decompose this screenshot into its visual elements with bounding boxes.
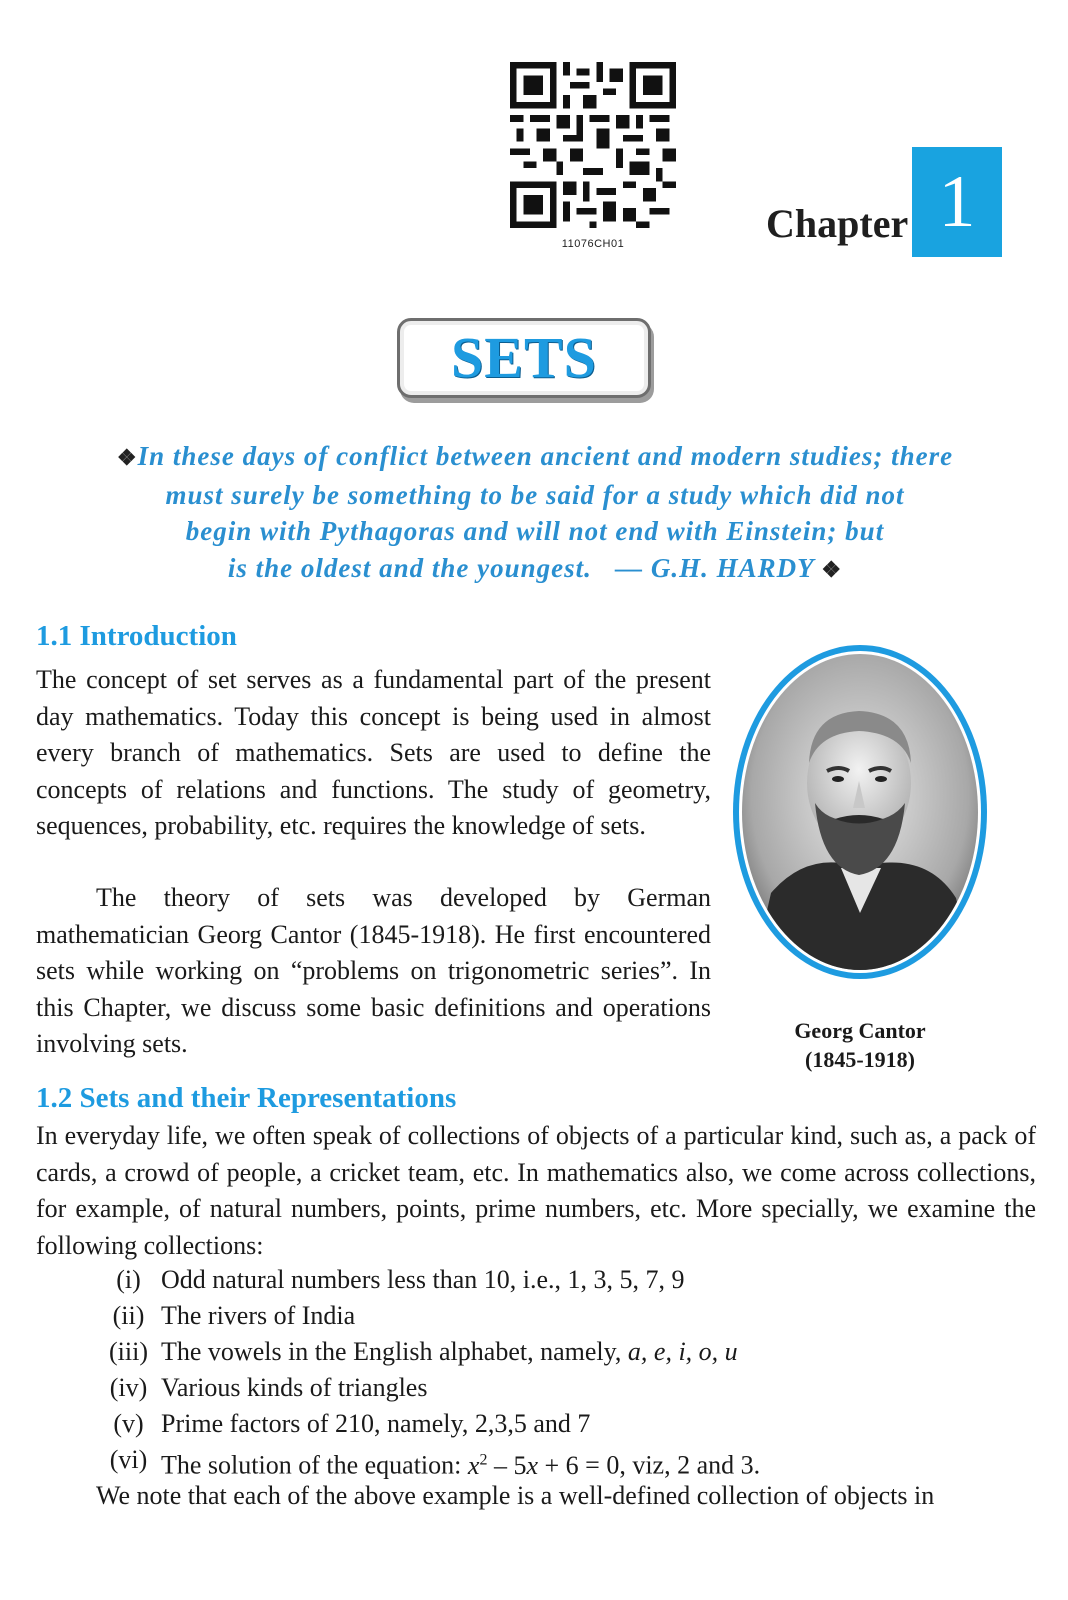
list-item-text: Odd natural numbers less than 10, i.e., 1, 3, 5, 7, 9 — [161, 1265, 685, 1294]
ornament-icon: ❖ — [821, 556, 843, 582]
chapter-title-box — [397, 318, 651, 398]
section-heading-sets-representations: 1.2 Sets and their Representations — [36, 1082, 457, 1114]
intro-paragraph: The concept of set serves as a fundamental part of the present day mathematics. Today this concept is being used in almost every branch of mathematics. Sets are used to define the concepts of relations and functions. The study of geometry, sequences, probability, etc. requires the knowledge of sets. — [36, 665, 711, 840]
list-item-number: (iii) — [109, 1337, 148, 1366]
epigraph-quote — [60, 438, 1010, 588]
list-item — [96, 1334, 1036, 1370]
list-item-text: Various kinds of triangles — [161, 1373, 428, 1402]
list-item-number: (i) — [116, 1265, 141, 1294]
chapter-title: SETS — [451, 325, 597, 390]
list-item-text: The rivers of India — [161, 1301, 356, 1330]
georg-cantor-portrait — [731, 643, 989, 981]
qr-code-label: 11076CH01 — [561, 238, 625, 250]
sets-paragraph: In everyday life, we often speak of collections of objects of a particular kind, such as, a pack of cards, a crowd of people, a cricket team, etc. In mathematics also, we come across collections, for example, of natural numbers, points, prime numbers, etc. More specially, we examine the following collections: — [36, 1121, 1036, 1260]
list-item — [96, 1370, 1036, 1406]
ornament-icon: ❖ — [116, 445, 138, 470]
list-item-text-main: The solution of the equation: — [161, 1450, 462, 1480]
portrait-caption — [740, 1016, 980, 1074]
list-item — [96, 1406, 1036, 1442]
list-item-text: Prime factors of 210, namely, 2,3,5 and 7 — [161, 1409, 591, 1438]
caption-name: Georg Cantor — [794, 1018, 926, 1043]
quote-line: begin with Pythagoras and will not end with Einstein; but — [185, 516, 885, 546]
list-item-text — [161, 1334, 1036, 1370]
quote-attribution: — G.H. HARDY — [615, 552, 814, 583]
list-item-number: (vi) — [109, 1445, 148, 1474]
list-item — [96, 1262, 1036, 1298]
section-heading-introduction: 1.1 Introduction — [36, 620, 237, 652]
quote-line: is the oldest and the youngest. — [227, 552, 592, 583]
chapter-label: Chapter — [766, 201, 909, 246]
quote-line: In these days of conflict between ancient and modern studies; there — [137, 441, 954, 471]
quote-line: must surely be something to be said for a study which did not — [165, 479, 905, 510]
list-item-number: (ii) — [112, 1301, 145, 1330]
qr-code-image — [510, 62, 676, 228]
vowel-variables: a, e, i, o, u — [627, 1337, 738, 1366]
caption-years: (1845-1918) — [805, 1047, 915, 1072]
quadratic-equation: $x^2 - 5x + 6$ — [467, 1450, 586, 1480]
intro-paragraph: The theory of sets was developed by German mathematician Georg Cantor (1845-1918). He first encountered sets while working on “problems on trigonometric series”. In this Chapter, we discuss some basic definitions and operations involving sets. — [36, 883, 711, 1058]
list-item — [96, 1298, 1036, 1334]
closing-paragraph: We note that each of the above example is a well-defined collection of objects in — [96, 1481, 935, 1510]
list-item-number: (iv) — [109, 1373, 148, 1402]
chapter-number-badge: 1 — [912, 147, 1002, 257]
examples-list — [96, 1262, 1036, 1484]
list-item-text-main: The vowels in the English alphabet, namely, — [161, 1337, 622, 1366]
list-item-number: (v) — [113, 1409, 144, 1438]
list-item-text-tail: = 0, viz, 2 and 3. — [585, 1450, 761, 1480]
